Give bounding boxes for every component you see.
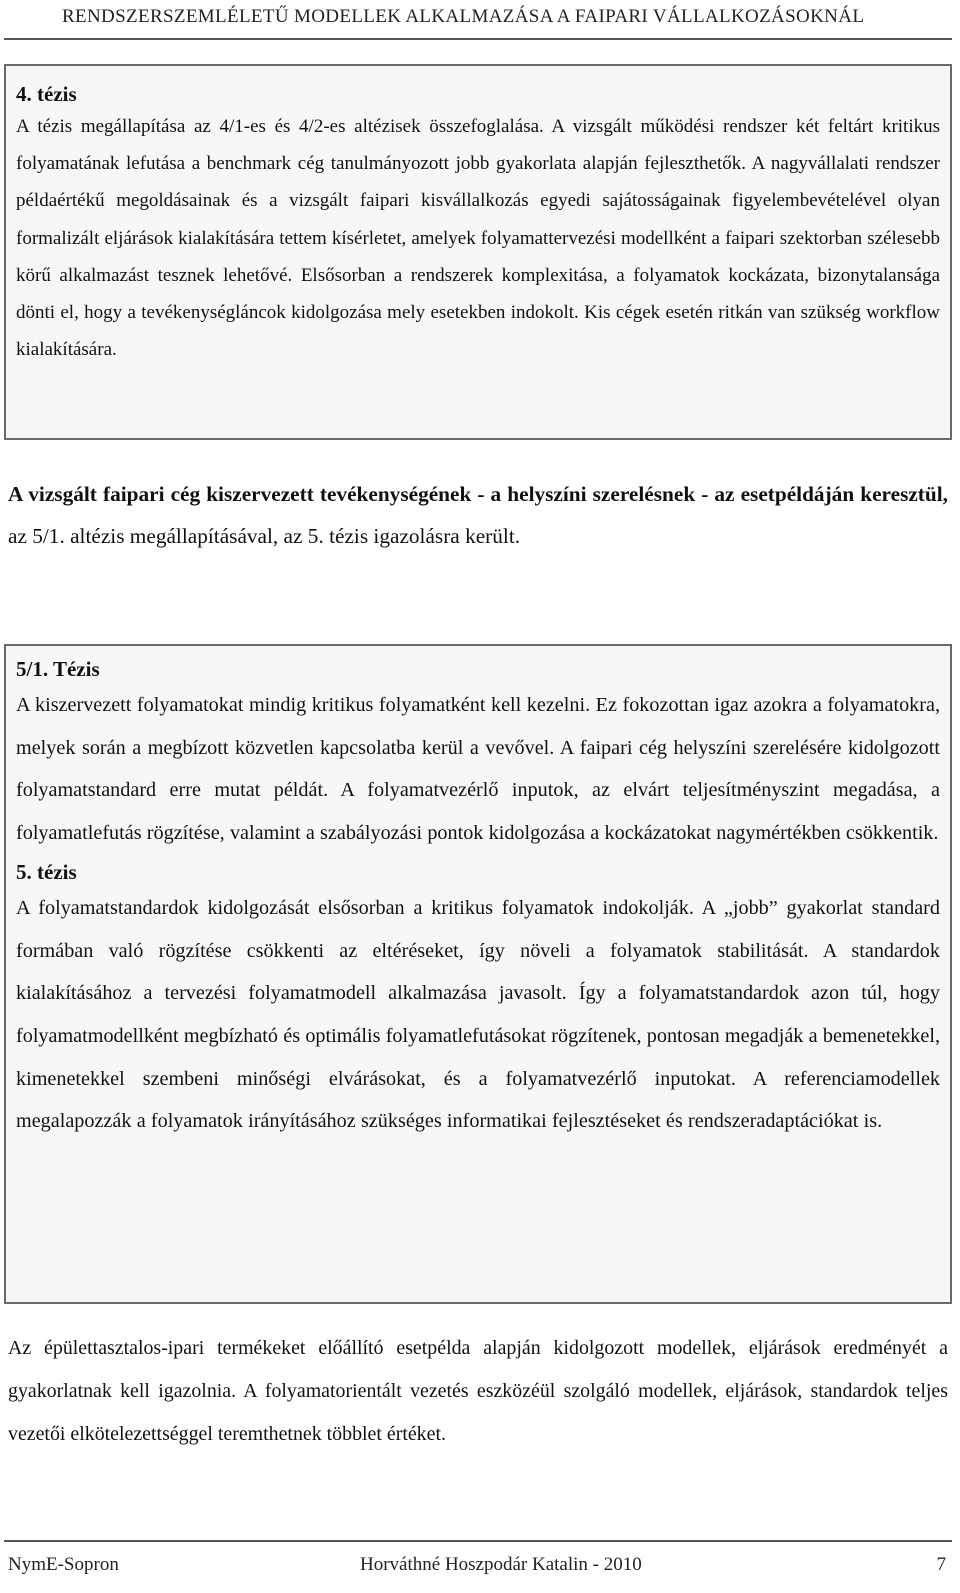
closing-paragraph: Az épülettasztalos-ipari termékeket előállító esetpélda alapján kidolgozott modellek, eljárások eredményét a gyakorlatnak kell igazolnia. A folyamatorientált vezetés eszközéül szolgáló modellek, eljárások, standardok teljes vezetői elkötelezettséggel teremthetnek többlet értéket. (8, 1337, 948, 1446)
page-footer (4, 1540, 952, 1593)
footer-author: Horváthné Hoszpodár Katalin - 2010 (360, 1554, 642, 1575)
footer-institution: NymE-Sopron (8, 1554, 119, 1575)
subthesis-5-1-title: 5/1. Tézis (16, 657, 100, 681)
subthesis-5-1-text: A kiszervezett folyamatokat mindig kritikus folyamatként kell kezelni. Ez fokozottan igaz azokra a folyamatokra, melyek során a megbízott közvetlen kapcsolatba kerül a vevővel. A faipari cég helyszíni szerelésére kidolgozott folyamatstandard erre mutat példát. A folyamatvezérlő inputok, az elvárt teljesítményszint megadása, a folyamatlefutás rögzítése, valamint a szabályozási pontok kidolgozása a kockázatokat nagymértékben csökkentik. (16, 694, 940, 845)
proof-bold-text: A vizsgált faipari cég kiszervezett tevékenységének - a helyszíni szerelésnek - az esetpéldáján keresztül, (8, 482, 948, 506)
thesis-4-title: 4. tézis (16, 82, 77, 106)
running-header-title: RENDSZERSZEMLÉLETŰ MODELLEK ALKALMAZÁSA A FAIPARI VÁLLALKOZÁSOKNÁL (62, 6, 865, 27)
page-header (4, 0, 952, 40)
proof-paragraph (8, 473, 948, 557)
thesis-4-box (4, 64, 952, 440)
thesis-5-box (4, 644, 952, 1304)
proof-normal-text: az 5/1. altézis megállapításával, az 5. tézis igazolásra került. (8, 524, 521, 548)
page-number: 7 (936, 1554, 946, 1575)
thesis-4-text: A tézis megállapítása az 4/1-es és 4/2-es altézisek összefoglalása. A vizsgált működési rendszer két feltárt kritikus folyamatának lefutása a benchmark cég tanulmányozott jobb gyakorlata alapján fejleszthetők. A nagyvállalati rendszer példaértékű megoldásainak és a vizsgált faipari kisvállalkozás egyedi sajátosságainak figyelembevételével olyan formalizált eljárások kialakítására tettem kísérletet, amelyek folyamattervezési modellként a faipari szektorban szélesebb körű alkalmazást tesznek lehetővé. Elsősorban a rendszerek komplexitása, a folyamatok kockázata, bizonytalansága dönti el, hogy a tevékenységláncok kidolgozása mely esetekben indokolt. Kis cégek esetén ritkán van szükség workflow kialakítására. (16, 116, 940, 361)
thesis-5-text: A folyamatstandardok kidolgozását elsősorban a kritikus folyamatok indokolják. A „jobb” gyakorlat standard formában való rögzítése csökkenti az eltéréseket, így növeli a folyamatok stabilitását. A standardok kialakításához a tervezési folyamatmodell alkalmazása javasolt. Így a folyamatstandardok azon túl, hogy folyamatmodellként megbízható és optimális folyamatlefutásokat rögzítenek, pontosan megadják a bemenetekkel, kimenetekkel szembeni minőségi elvárásokat, és a folyamatvezérlő inputokat. A referenciamodellek megalapozzák a folyamatok irányításához szükséges informatikai fejlesztéseket és rendszeradaptációkat is. (16, 896, 940, 1133)
thesis-5-title: 5. tézis (16, 859, 77, 884)
